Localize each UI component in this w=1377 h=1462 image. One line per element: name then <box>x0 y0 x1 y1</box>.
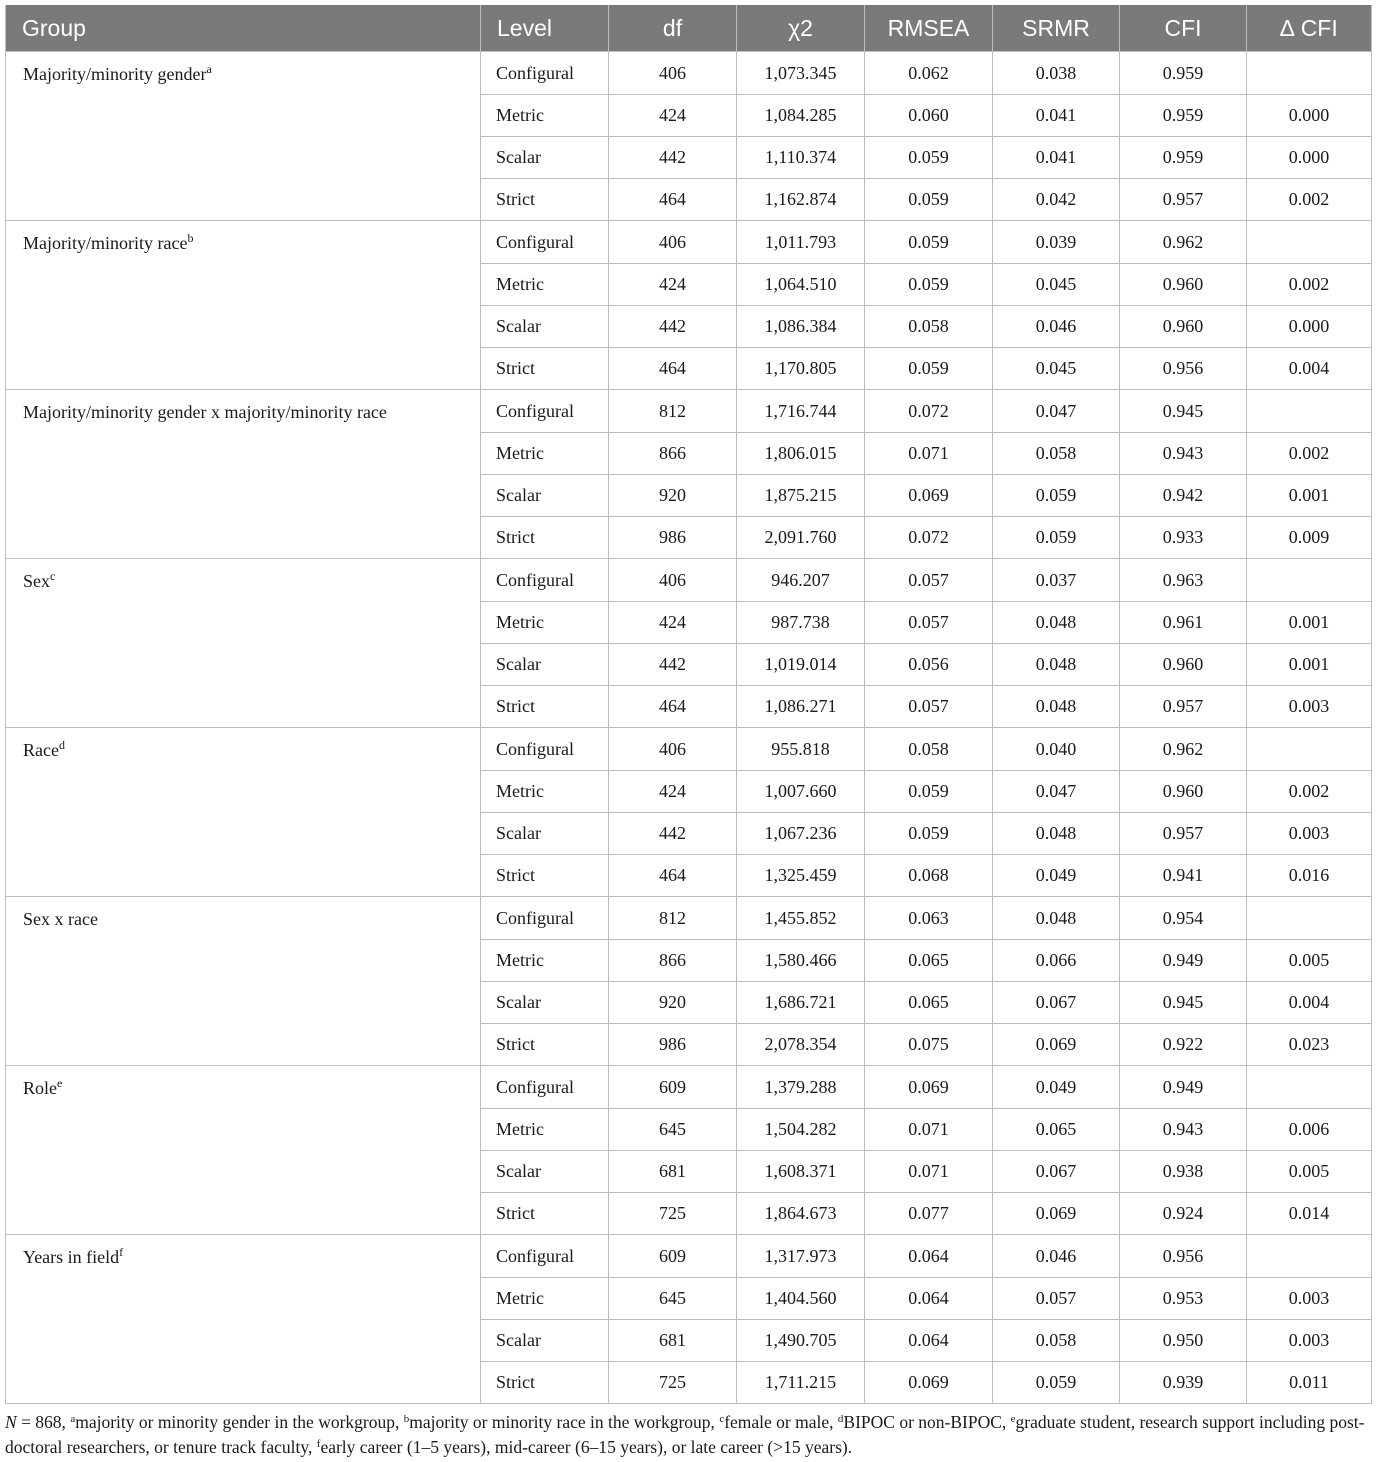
chi2-cell: 1,686.721 <box>737 982 865 1024</box>
cfi-cell: 0.939 <box>1120 1362 1247 1404</box>
header-rmsea: RMSEA <box>865 5 993 52</box>
df-cell: 442 <box>609 137 737 179</box>
header-group: Group <box>6 5 481 52</box>
chi2-cell: 987.738 <box>737 602 865 644</box>
srmr-cell: 0.065 <box>993 1109 1120 1151</box>
dcfi-cell: 0.003 <box>1247 813 1372 855</box>
rmsea-cell: 0.059 <box>865 221 993 264</box>
table-row <box>6 1066 1372 1109</box>
df-cell: 442 <box>609 306 737 348</box>
df-cell: 681 <box>609 1151 737 1193</box>
chi2-cell: 1,379.288 <box>737 1066 865 1109</box>
level-cell: Strict <box>481 1193 609 1235</box>
cfi-cell: 0.956 <box>1120 1235 1247 1278</box>
srmr-cell: 0.069 <box>993 1024 1120 1066</box>
dcfi-cell: 0.011 <box>1247 1362 1372 1404</box>
chi2-cell: 2,091.760 <box>737 517 865 559</box>
rmsea-cell: 0.058 <box>865 306 993 348</box>
srmr-cell: 0.045 <box>993 348 1120 390</box>
footnote-marker: d <box>837 1413 844 1425</box>
dcfi-cell: 0.000 <box>1247 137 1372 179</box>
group-cell <box>6 390 481 559</box>
group-name: Majority/minority gender x majority/minority race <box>23 402 387 422</box>
chi2-cell: 1,608.371 <box>737 1151 865 1193</box>
level-cell: Metric <box>481 1109 609 1151</box>
table-row <box>6 897 1372 940</box>
level-cell: Scalar <box>481 813 609 855</box>
df-cell: 609 <box>609 1066 737 1109</box>
rmsea-cell: 0.057 <box>865 602 993 644</box>
df-cell: 464 <box>609 686 737 728</box>
srmr-cell: 0.067 <box>993 982 1120 1024</box>
df-cell: 424 <box>609 602 737 644</box>
df-cell: 442 <box>609 644 737 686</box>
level-cell: Strict <box>481 179 609 221</box>
srmr-cell: 0.048 <box>993 644 1120 686</box>
cfi-cell: 0.943 <box>1120 433 1247 475</box>
header-level: Level <box>481 5 609 52</box>
df-cell: 424 <box>609 95 737 137</box>
cfi-cell: 0.959 <box>1120 52 1247 95</box>
group-footnote-marker: a <box>206 62 212 76</box>
chi2-cell: 1,019.014 <box>737 644 865 686</box>
srmr-cell: 0.049 <box>993 855 1120 897</box>
chi2-cell: 1,162.874 <box>737 179 865 221</box>
df-cell: 442 <box>609 813 737 855</box>
rmsea-cell: 0.059 <box>865 264 993 306</box>
chi2-cell: 1,073.345 <box>737 52 865 95</box>
srmr-cell: 0.059 <box>993 1362 1120 1404</box>
chi2-cell: 1,806.015 <box>737 433 865 475</box>
level-cell: Scalar <box>481 306 609 348</box>
table-footnote <box>5 1410 1371 1460</box>
rmsea-cell: 0.063 <box>865 897 993 940</box>
chi2-cell: 1,170.805 <box>737 348 865 390</box>
df-cell: 406 <box>609 559 737 602</box>
dcfi-cell: 0.000 <box>1247 306 1372 348</box>
cfi-cell: 0.941 <box>1120 855 1247 897</box>
rmsea-cell: 0.059 <box>865 771 993 813</box>
level-cell: Configural <box>481 390 609 433</box>
table-row <box>6 221 1372 264</box>
rmsea-cell: 0.071 <box>865 1109 993 1151</box>
level-cell: Configural <box>481 1066 609 1109</box>
df-cell: 645 <box>609 1109 737 1151</box>
srmr-cell: 0.049 <box>993 1066 1120 1109</box>
srmr-cell: 0.059 <box>993 475 1120 517</box>
header-chi2: χ2 <box>737 5 865 52</box>
chi2-cell: 1,084.285 <box>737 95 865 137</box>
dcfi-cell: 0.001 <box>1247 602 1372 644</box>
header-row <box>6 5 1372 52</box>
cfi-cell: 0.950 <box>1120 1320 1247 1362</box>
dcfi-cell: 0.006 <box>1247 1109 1372 1151</box>
chi2-cell: 1,064.510 <box>737 264 865 306</box>
cfi-cell: 0.963 <box>1120 559 1247 602</box>
dcfi-cell: 0.002 <box>1247 264 1372 306</box>
group-cell <box>6 1066 481 1235</box>
chi2-cell: 1,404.560 <box>737 1278 865 1320</box>
cfi-cell: 0.960 <box>1120 644 1247 686</box>
group-cell <box>6 559 481 728</box>
footnote-marker: f <box>316 1438 321 1450</box>
srmr-cell: 0.039 <box>993 221 1120 264</box>
dcfi-cell: 0.016 <box>1247 855 1372 897</box>
header-cfi: CFI <box>1120 5 1247 52</box>
table-body <box>6 52 1372 1404</box>
cfi-cell: 0.954 <box>1120 897 1247 940</box>
level-cell: Scalar <box>481 1320 609 1362</box>
dcfi-cell: 0.001 <box>1247 475 1372 517</box>
cfi-cell: 0.957 <box>1120 179 1247 221</box>
level-cell: Metric <box>481 433 609 475</box>
chi2-cell: 2,078.354 <box>737 1024 865 1066</box>
group-name: Sex <box>23 571 50 591</box>
srmr-cell: 0.048 <box>993 602 1120 644</box>
level-cell: Configural <box>481 52 609 95</box>
cfi-cell: 0.956 <box>1120 348 1247 390</box>
rmsea-cell: 0.077 <box>865 1193 993 1235</box>
rmsea-cell: 0.069 <box>865 475 993 517</box>
df-cell: 920 <box>609 982 737 1024</box>
level-cell: Configural <box>481 1235 609 1278</box>
cfi-cell: 0.945 <box>1120 982 1247 1024</box>
srmr-cell: 0.048 <box>993 897 1120 940</box>
group-cell <box>6 52 481 221</box>
srmr-cell: 0.047 <box>993 771 1120 813</box>
dcfi-cell: 0.004 <box>1247 348 1372 390</box>
dcfi-cell: 0.005 <box>1247 1151 1372 1193</box>
srmr-cell: 0.038 <box>993 52 1120 95</box>
dcfi-cell <box>1247 559 1372 602</box>
dcfi-cell: 0.002 <box>1247 771 1372 813</box>
cfi-cell: 0.957 <box>1120 686 1247 728</box>
rmsea-cell: 0.065 <box>865 940 993 982</box>
chi2-cell: 1,086.271 <box>737 686 865 728</box>
chi2-cell: 1,490.705 <box>737 1320 865 1362</box>
srmr-cell: 0.048 <box>993 686 1120 728</box>
chi2-cell: 1,086.384 <box>737 306 865 348</box>
chi2-cell: 1,580.466 <box>737 940 865 982</box>
df-cell: 645 <box>609 1278 737 1320</box>
rmsea-cell: 0.060 <box>865 95 993 137</box>
srmr-cell: 0.058 <box>993 1320 1120 1362</box>
chi2-cell: 1,110.374 <box>737 137 865 179</box>
df-cell: 464 <box>609 179 737 221</box>
dcfi-cell <box>1247 897 1372 940</box>
level-cell: Scalar <box>481 1151 609 1193</box>
df-cell: 920 <box>609 475 737 517</box>
level-cell: Strict <box>481 686 609 728</box>
group-cell <box>6 728 481 897</box>
rmsea-cell: 0.069 <box>865 1066 993 1109</box>
level-cell: Metric <box>481 940 609 982</box>
group-cell <box>6 221 481 390</box>
chi2-cell: 1,711.215 <box>737 1362 865 1404</box>
level-cell: Strict <box>481 517 609 559</box>
chi2-cell: 955.818 <box>737 728 865 771</box>
dcfi-cell: 0.014 <box>1247 1193 1372 1235</box>
dcfi-cell: 0.003 <box>1247 1320 1372 1362</box>
rmsea-cell: 0.071 <box>865 433 993 475</box>
level-cell: Scalar <box>481 982 609 1024</box>
level-cell: Metric <box>481 602 609 644</box>
srmr-cell: 0.067 <box>993 1151 1120 1193</box>
chi2-cell: 1,875.215 <box>737 475 865 517</box>
level-cell: Scalar <box>481 475 609 517</box>
footnote-marker: a <box>70 1413 76 1425</box>
level-cell: Metric <box>481 1278 609 1320</box>
srmr-cell: 0.066 <box>993 940 1120 982</box>
srmr-cell: 0.069 <box>993 1193 1120 1235</box>
footnote-marker: e <box>1010 1413 1016 1425</box>
chi2-cell: 1,011.793 <box>737 221 865 264</box>
dcfi-cell: 0.000 <box>1247 95 1372 137</box>
df-cell: 725 <box>609 1193 737 1235</box>
table-container <box>5 5 1371 1404</box>
table-row <box>6 1235 1372 1278</box>
cfi-cell: 0.945 <box>1120 390 1247 433</box>
srmr-cell: 0.058 <box>993 433 1120 475</box>
header-df: df <box>609 5 737 52</box>
srmr-cell: 0.040 <box>993 728 1120 771</box>
df-cell: 725 <box>609 1362 737 1404</box>
cfi-cell: 0.961 <box>1120 602 1247 644</box>
group-footnote-marker: f <box>119 1245 124 1259</box>
group-cell <box>6 897 481 1066</box>
group-name: Majority/minority gender <box>23 64 207 84</box>
srmr-cell: 0.059 <box>993 517 1120 559</box>
cfi-cell: 0.922 <box>1120 1024 1247 1066</box>
cfi-cell: 0.960 <box>1120 264 1247 306</box>
cfi-cell: 0.962 <box>1120 728 1247 771</box>
cfi-cell: 0.959 <box>1120 95 1247 137</box>
srmr-cell: 0.046 <box>993 306 1120 348</box>
rmsea-cell: 0.072 <box>865 390 993 433</box>
chi2-cell: 1,325.459 <box>737 855 865 897</box>
rmsea-cell: 0.062 <box>865 52 993 95</box>
footnote-text: early career (1–5 years), mid-career (6–15 years), or late career (>15 years). <box>320 1437 853 1457</box>
level-cell: Scalar <box>481 644 609 686</box>
rmsea-cell: 0.058 <box>865 728 993 771</box>
footnote-text: majority or minority gender in the workgroup, <box>75 1412 404 1432</box>
rmsea-cell: 0.064 <box>865 1278 993 1320</box>
srmr-cell: 0.048 <box>993 813 1120 855</box>
cfi-cell: 0.960 <box>1120 771 1247 813</box>
rmsea-cell: 0.059 <box>865 348 993 390</box>
cfi-cell: 0.960 <box>1120 306 1247 348</box>
dcfi-cell: 0.002 <box>1247 179 1372 221</box>
rmsea-cell: 0.059 <box>865 179 993 221</box>
level-cell: Configural <box>481 221 609 264</box>
group-name: Sex x race <box>23 909 98 929</box>
dcfi-cell <box>1247 1235 1372 1278</box>
cfi-cell: 0.938 <box>1120 1151 1247 1193</box>
chi2-cell: 1,067.236 <box>737 813 865 855</box>
measurement-invariance-table <box>5 5 1372 1404</box>
footnote-n-value: = 868, <box>16 1412 71 1432</box>
footnote-text: majority or minority race in the workgroup, <box>409 1412 720 1432</box>
chi2-cell: 946.207 <box>737 559 865 602</box>
dcfi-cell: 0.005 <box>1247 940 1372 982</box>
cfi-cell: 0.957 <box>1120 813 1247 855</box>
dcfi-cell <box>1247 52 1372 95</box>
level-cell: Metric <box>481 771 609 813</box>
cfi-cell: 0.942 <box>1120 475 1247 517</box>
dcfi-cell: 0.004 <box>1247 982 1372 1024</box>
srmr-cell: 0.047 <box>993 390 1120 433</box>
group-name: Race <box>23 740 59 760</box>
group-name: Years in field <box>23 1247 120 1267</box>
group-footnote-marker: b <box>187 231 194 245</box>
df-cell: 406 <box>609 52 737 95</box>
dcfi-cell <box>1247 728 1372 771</box>
level-cell: Configural <box>481 559 609 602</box>
level-cell: Strict <box>481 348 609 390</box>
chi2-cell: 1,864.673 <box>737 1193 865 1235</box>
dcfi-cell <box>1247 1066 1372 1109</box>
footnote-n-label: N <box>5 1412 17 1432</box>
dcfi-cell: 0.009 <box>1247 517 1372 559</box>
group-footnote-marker: d <box>58 738 65 752</box>
level-cell: Scalar <box>481 137 609 179</box>
rmsea-cell: 0.056 <box>865 644 993 686</box>
level-cell: Strict <box>481 1024 609 1066</box>
group-name: Role <box>23 1078 57 1098</box>
chi2-cell: 1,716.744 <box>737 390 865 433</box>
level-cell: Strict <box>481 1362 609 1404</box>
srmr-cell: 0.037 <box>993 559 1120 602</box>
header-srmr: SRMR <box>993 5 1120 52</box>
rmsea-cell: 0.068 <box>865 855 993 897</box>
footnote-text: graduate student, research support including post-doctoral researchers, or tenure track faculty, <box>5 1412 1365 1457</box>
df-cell: 812 <box>609 897 737 940</box>
cfi-cell: 0.949 <box>1120 1066 1247 1109</box>
rmsea-cell: 0.075 <box>865 1024 993 1066</box>
table-row <box>6 52 1372 95</box>
level-cell: Strict <box>481 855 609 897</box>
cfi-cell: 0.943 <box>1120 1109 1247 1151</box>
cfi-cell: 0.962 <box>1120 221 1247 264</box>
rmsea-cell: 0.057 <box>865 559 993 602</box>
df-cell: 464 <box>609 348 737 390</box>
cfi-cell: 0.953 <box>1120 1278 1247 1320</box>
rmsea-cell: 0.064 <box>865 1320 993 1362</box>
df-cell: 681 <box>609 1320 737 1362</box>
footnote-text: BIPOC or non-BIPOC, <box>843 1412 1011 1432</box>
chi2-cell: 1,007.660 <box>737 771 865 813</box>
group-footnote-marker: c <box>50 569 56 583</box>
table-row <box>6 728 1372 771</box>
rmsea-cell: 0.059 <box>865 813 993 855</box>
dcfi-cell: 0.023 <box>1247 1024 1372 1066</box>
srmr-cell: 0.041 <box>993 95 1120 137</box>
table-row <box>6 390 1372 433</box>
srmr-cell: 0.041 <box>993 137 1120 179</box>
chi2-cell: 1,504.282 <box>737 1109 865 1151</box>
cfi-cell: 0.933 <box>1120 517 1247 559</box>
table-row <box>6 559 1372 602</box>
rmsea-cell: 0.057 <box>865 686 993 728</box>
df-cell: 424 <box>609 771 737 813</box>
dcfi-cell: 0.001 <box>1247 644 1372 686</box>
level-cell: Configural <box>481 728 609 771</box>
df-cell: 866 <box>609 433 737 475</box>
rmsea-cell: 0.065 <box>865 982 993 1024</box>
chi2-cell: 1,317.973 <box>737 1235 865 1278</box>
footnote-text: female or male, <box>724 1412 838 1432</box>
chi2-cell: 1,455.852 <box>737 897 865 940</box>
cfi-cell: 0.959 <box>1120 137 1247 179</box>
dcfi-cell <box>1247 390 1372 433</box>
rmsea-cell: 0.059 <box>865 137 993 179</box>
srmr-cell: 0.057 <box>993 1278 1120 1320</box>
dcfi-cell: 0.002 <box>1247 433 1372 475</box>
df-cell: 406 <box>609 221 737 264</box>
cfi-cell: 0.924 <box>1120 1193 1247 1235</box>
df-cell: 406 <box>609 728 737 771</box>
df-cell: 812 <box>609 390 737 433</box>
df-cell: 609 <box>609 1235 737 1278</box>
df-cell: 464 <box>609 855 737 897</box>
level-cell: Metric <box>481 264 609 306</box>
rmsea-cell: 0.071 <box>865 1151 993 1193</box>
rmsea-cell: 0.064 <box>865 1235 993 1278</box>
dcfi-cell: 0.003 <box>1247 686 1372 728</box>
footnote-marker: b <box>403 1413 410 1425</box>
footnote-marker: c <box>719 1413 725 1425</box>
df-cell: 424 <box>609 264 737 306</box>
level-cell: Metric <box>481 95 609 137</box>
srmr-cell: 0.046 <box>993 1235 1120 1278</box>
df-cell: 866 <box>609 940 737 982</box>
srmr-cell: 0.045 <box>993 264 1120 306</box>
dcfi-cell: 0.003 <box>1247 1278 1372 1320</box>
srmr-cell: 0.042 <box>993 179 1120 221</box>
dcfi-cell <box>1247 221 1372 264</box>
rmsea-cell: 0.072 <box>865 517 993 559</box>
rmsea-cell: 0.069 <box>865 1362 993 1404</box>
df-cell: 986 <box>609 517 737 559</box>
df-cell: 986 <box>609 1024 737 1066</box>
group-name: Majority/minority race <box>23 233 188 253</box>
group-cell <box>6 1235 481 1404</box>
group-footnote-marker: e <box>57 1076 63 1090</box>
header-delta-cfi: ∆ CFI <box>1247 5 1372 52</box>
cfi-cell: 0.949 <box>1120 940 1247 982</box>
level-cell: Configural <box>481 897 609 940</box>
